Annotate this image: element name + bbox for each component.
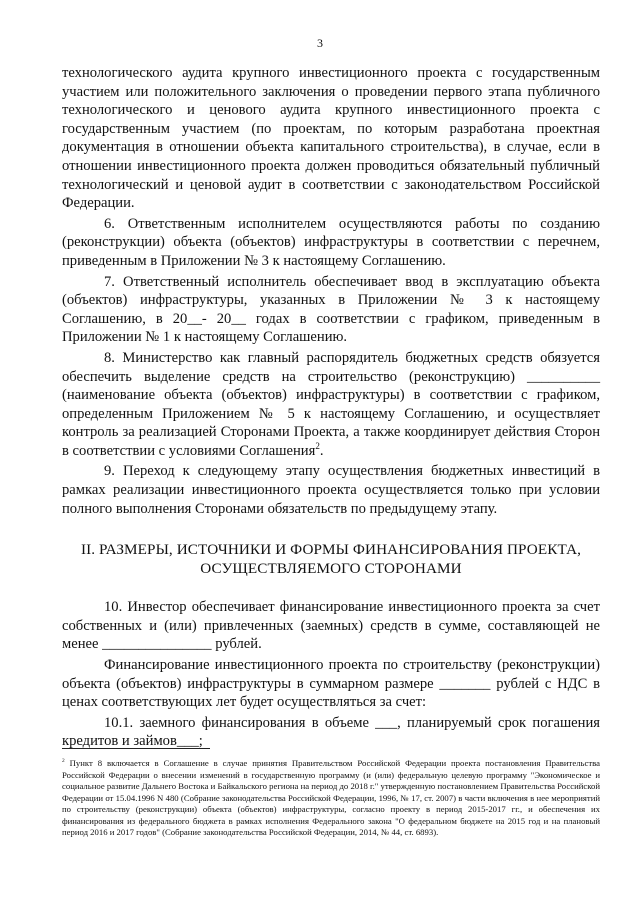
paragraph-financing: Финансирование инвестиционного проекта по строительству (реконструкции) объекта (объектов) инфраструктуры в суммарном размере _______ рублей с НДС в ценах соответствующих лет будет осуществляться за счет: (62, 657, 600, 711)
paragraph-continuation: технологического аудита крупного инвестиционного проекта с государственным участием или положительного заключения о проведении первого этапа публичного технологического и ценового аудита крупного инвестиционного проекта с государственным участием (по проектам, по которым разработана проектная документация в отношении объекта капитального строительства), в случае, если в отношении инвестиционного проекта должен проводиться обязательный публичный технологический и ценовой аудит в соответствии с законодательством Российской Федерации. (62, 65, 600, 212)
paragraph-8 (62, 349, 600, 461)
section-title-line-1: II. РАЗМЕРЫ, ИСТОЧНИКИ И ФОРМЫ ФИНАНСИРОВАНИЯ ПРОЕКТА, (80, 541, 582, 559)
paragraph-8-text: 8. Министерство как главный распорядитель бюджетных средств обязуется обеспечить выделение средств на строительство (реконструкцию) __________ (наименование объекта (объектов) инфраструктуры) в соответствии с графиком, определенным Приложением № 5 к настоящему Соглашению, и осуществляет контроль за реализацией Сторонами Проекта, а также координирует действия Сторон в соответствии с условиями Соглашения (62, 349, 600, 459)
footnote-reference[interactable]: 2 (315, 441, 320, 452)
footnote-mark: 2 (62, 758, 65, 765)
footnote (62, 758, 600, 839)
paragraph-8-end: . (319, 442, 324, 459)
paragraph-6: 6. Ответственным исполнителем осуществляются работы по созданию (реконструкции) объекта (объектов) инфраструктуры в соответствии с перечнем, приведенным в Приложении № 3 к настоящему Соглашению. (62, 215, 600, 269)
paragraph-10: 10. Инвестор обеспечивает финансирование инвестиционного проекта за счет собственных и (или) привлеченных (заемных) средств в сумме, составляющей не менее _______________ рублей. (62, 599, 600, 653)
paragraph-10-1: 10.1. заемного финансирования в объеме ___, планируемый срок погашения кредитов и займов___; (62, 714, 600, 750)
paragraph-9: 9. Переход к следующему этапу осуществления бюджетных инвестиций в рамках реализации инвестиционного проекта осуществляется только при условии полного выполнения Сторонами обязательств по предыдущему этапу. (62, 463, 600, 517)
page-number: 3 (317, 36, 323, 50)
paragraph-7: 7. Ответственный исполнитель обеспечивает ввод в эксплуатацию объекта (объектов) инфраструктуры, указанных в Приложении № 3 к настоящему Соглашению, в 20__- 20__ годах в соответствии с графиком, приведенным в Приложении № 1 к настоящему Соглашению. (62, 273, 600, 346)
section-title (62, 540, 600, 578)
document-body (62, 64, 600, 751)
footnote-divider (62, 748, 210, 749)
footnote-text: Пункт 8 включается в Соглашение в случае принятия Правительством Российской Федерации проекта постановления Правительства Российской Федерации о внесении изменений в государственную программу (и (или) федеральную целевую программу "Экономическое и социальное развитие Дальнего Востока и Байкальского региона на период до 2018 г." утвержденную постановлением Правительства Российской Федерации от 15.04.1996 N 480 (Собрание законодательства Российской Федерации, 1996, № 17, ст. 2007) в части включения в нее мероприятий по строительству (реконструкции) объекта (объектов) инфраструктуры, согласно проекту в период 2015-2017 гг., и обеспечения их финансирования из федерального бюджета в рамках исполнения Федерального закона "О федеральном бюджете на 2015 год и на плановый период 2016 и 2017 годов" (Собрание законодательства Российской Федерации, 2014, № 44, ст. 6893). (62, 758, 600, 837)
section-title-line-2: ОСУЩЕСТВЛЯЕМОГО СТОРОНАМИ (200, 560, 462, 578)
